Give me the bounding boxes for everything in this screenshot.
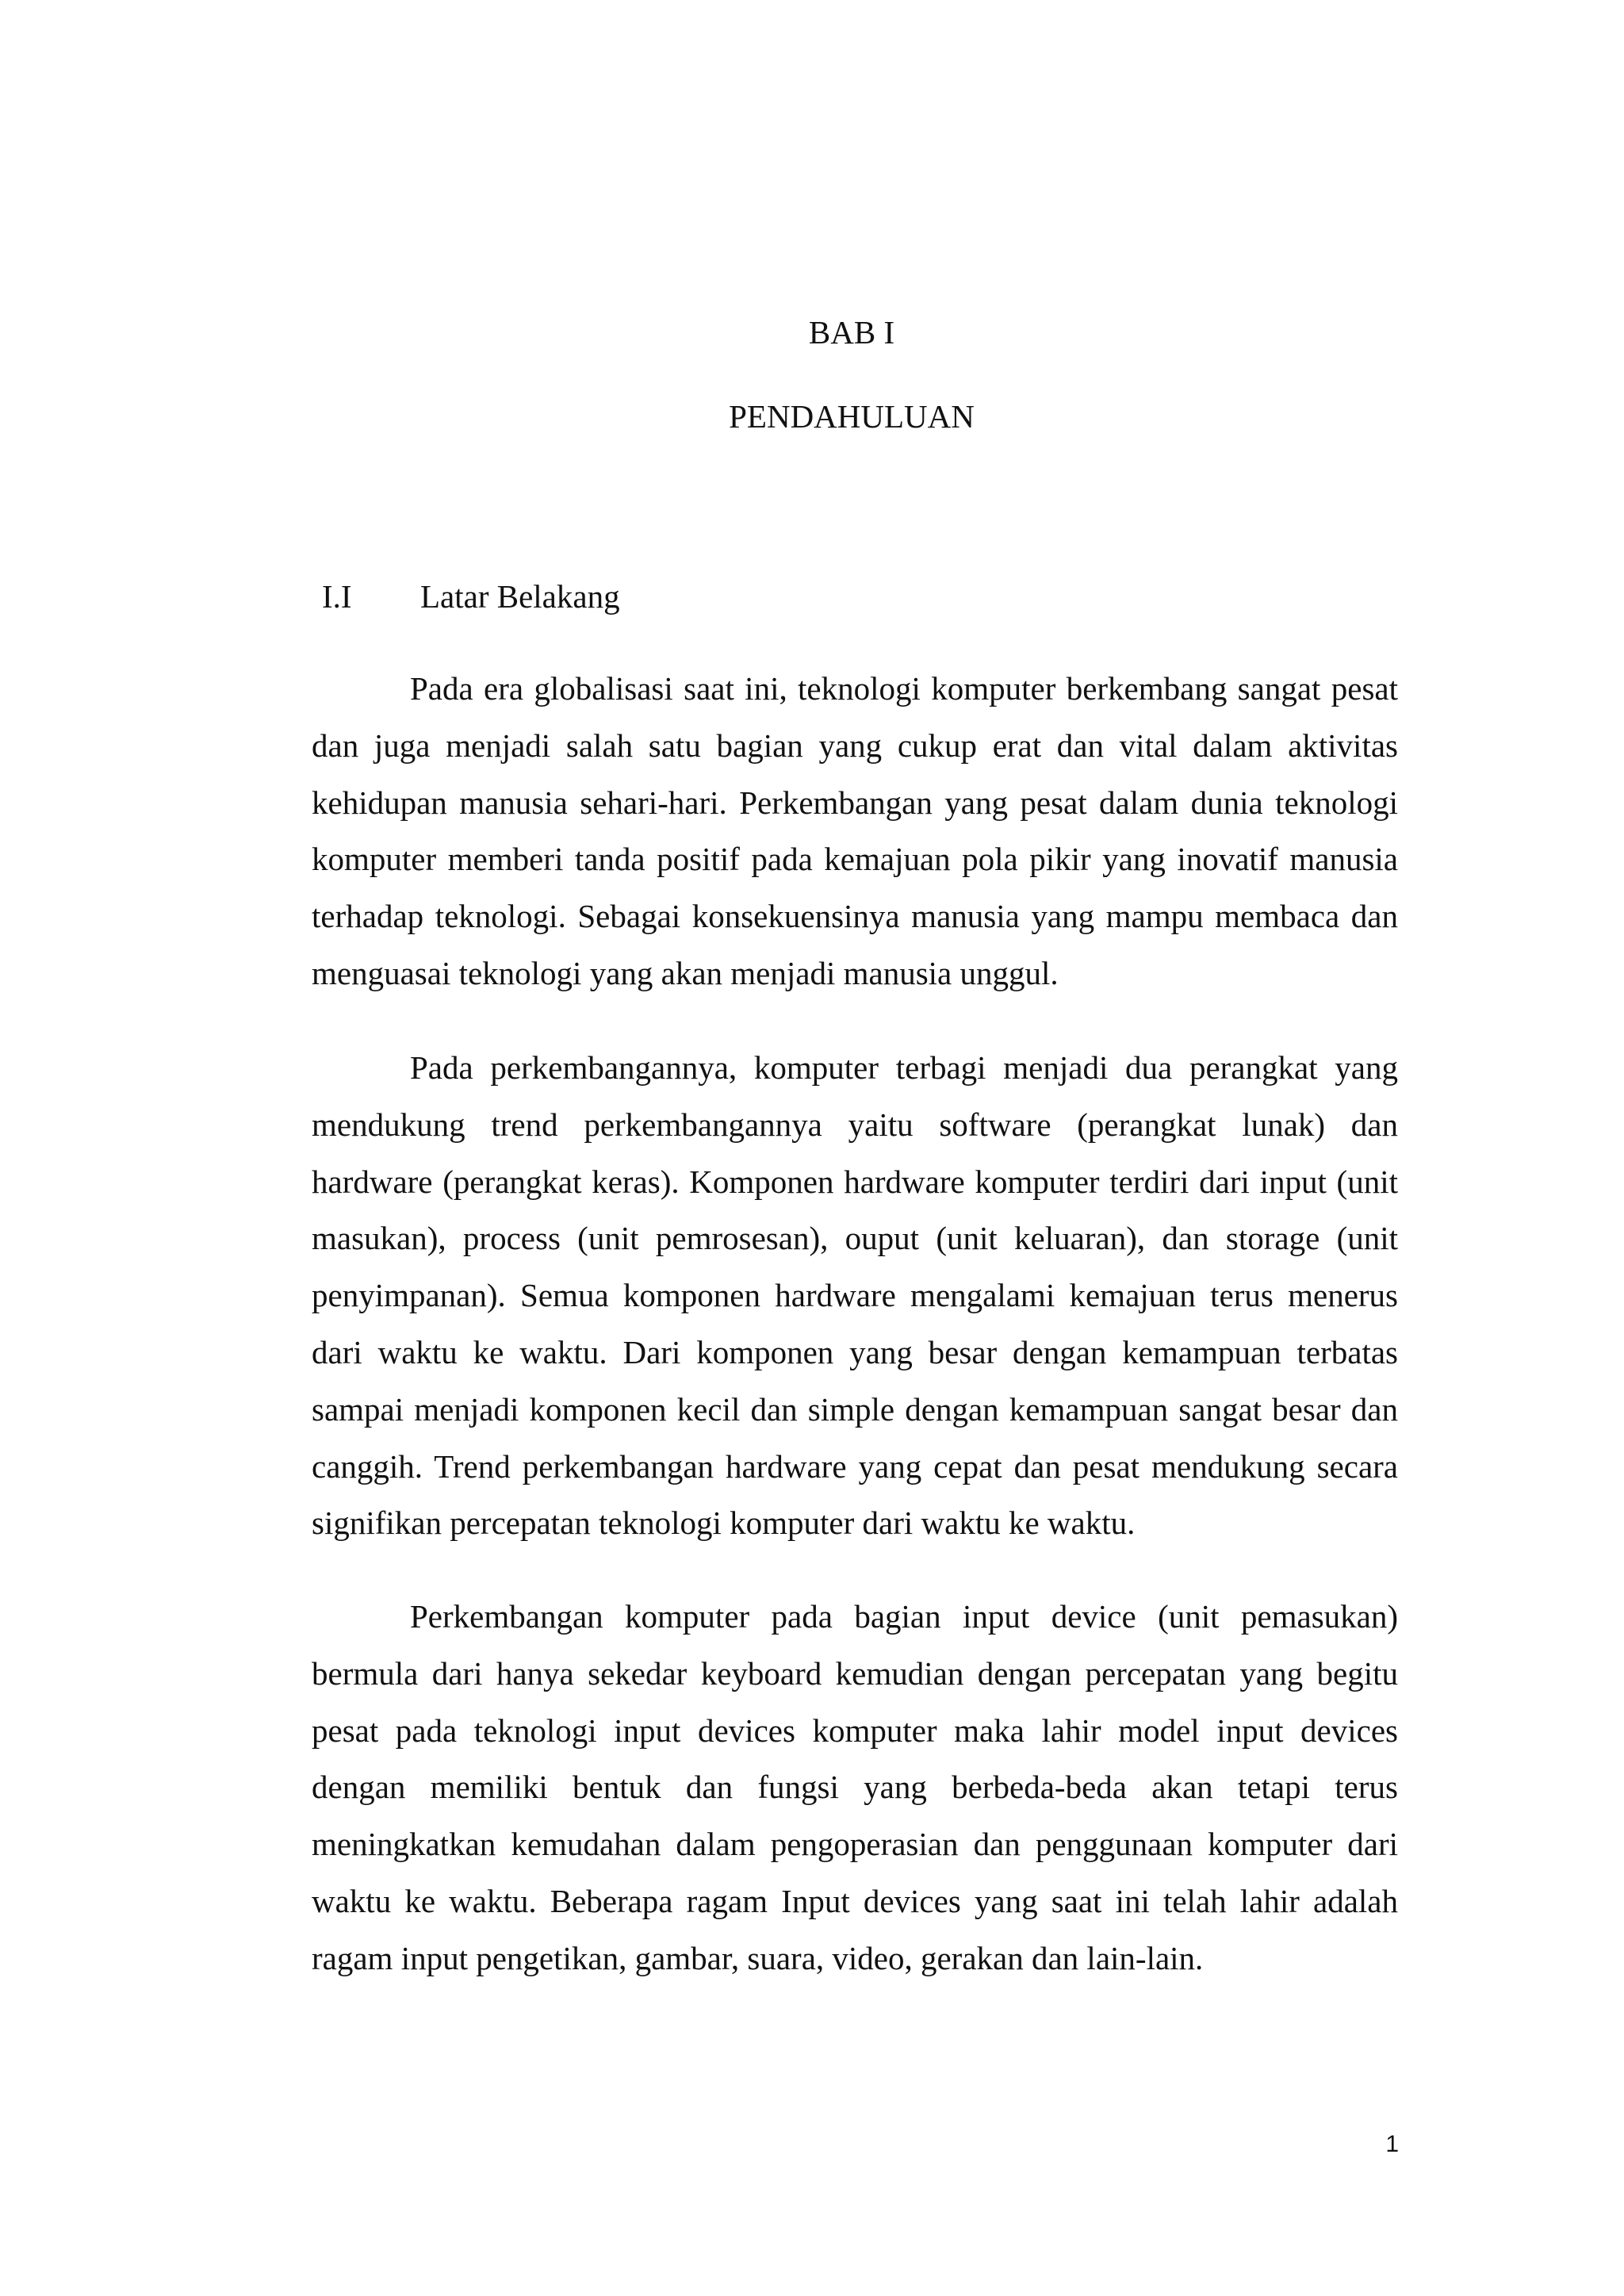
paragraph-1: Pada era globalisasi saat ini, teknologi komputer berkembang sangat pesat dan juga menjadi salah satu bagian yang cukup erat dan vital dalam aktivitas kehidupan manusia sehari-hari. Perkembangan yang pesat dalam dunia teknologi komputer memberi tanda positif pada kemajuan pola pikir yang inovatif manusia terhadap teknologi. Sebagai konsekuensinya manusia yang mampu membaca dan menguasai teknologi yang akan menjadi manusia unggul.	[312, 670, 1398, 991]
chapter-title: PENDAHULUAN	[729, 398, 975, 435]
page-number: 1	[1385, 2131, 1399, 2157]
section-heading	[322, 577, 620, 616]
paragraph-3: Perkembangan komputer pada bagian input device (unit pemasukan) bermula dari hanya sekedar keyboard kemudian dengan percepatan yang begitu pesat pada teknologi input devices komputer maka lahir model input devices dengan memiliki bentuk dan fungsi yang berbeda-beda akan tetapi terus meningkatkan kemudahan dalam pengoperasian dan penggunaan komputer dari waktu ke waktu. Beberapa ragam Input devices yang saat ini telah lahir adalah ragam input pengetikan, gambar, suara, video, gerakan dan lain-lain.	[312, 1598, 1398, 1976]
section-number: I.I	[322, 578, 352, 615]
paragraph-2: Pada perkembangannya, komputer terbagi menjadi dua perangkat yang mendukung trend perkembangannya yaitu software (perangkat lunak) dan hardware (perangkat keras). Komponen hardware komputer terdiri dari input (unit masukan), process (unit pemrosesan), ouput (unit keluaran), dan storage (unit penyimpanan). Semua komponen hardware mengalami kemajuan terus menerus dari waktu ke waktu. Dari komponen yang besar dengan kemampuan terbatas sampai menjadi komponen kecil dan simple dengan kemampuan sangat besar dan canggih. Trend perkembangan hardware yang cepat dan pesat mendukung secara signifikan percepatan teknologi komputer dari waktu ke waktu.	[312, 1049, 1398, 1542]
section-title: Latar Belakang	[420, 578, 620, 615]
chapter-number: BAB I	[808, 314, 895, 351]
